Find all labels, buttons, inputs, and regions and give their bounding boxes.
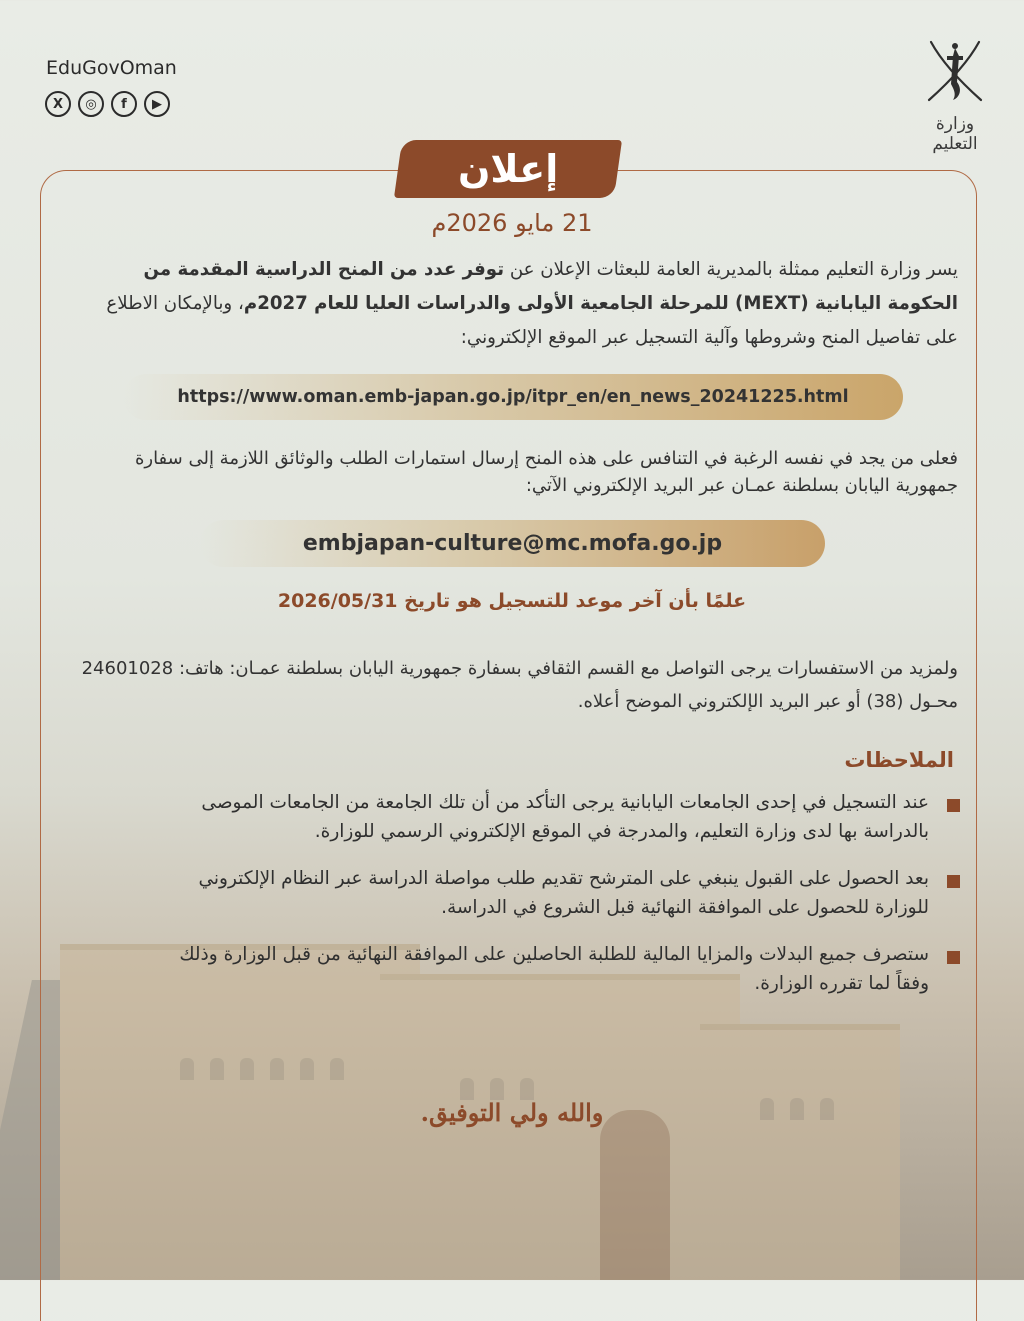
facebook-icon[interactable]: f [111,91,137,117]
closing-line: والله ولي التوفيق. [420,1098,604,1127]
note-item [170,864,960,922]
square-bullet-icon [947,951,960,964]
announcement-date: 21 مايو 2026م [431,209,593,237]
note-item [170,788,960,846]
apply-paragraph: فعلى من يجد في نفسه الرغبة في التنافس على هذه المنح إرسال استمارات الطلب والوثائق اللازمة إلى سفارة جمهورية اليابان بسلطنة عمـان عبر البريد الإلكتروني الآتي: [134,448,958,496]
note-text: بعد الحصول على القبول ينبغي على المترشح تقديم طلب مواصلة الدراسة عبر النظام الإلكتروني للوزارة للحصول على الموافقة النهائية قبل الشروع في الدراسة. [198,868,929,918]
intro-text-1: يسر وزارة التعليم ممثلة بالمديرية العامة للبعثات الإعلان عن [504,259,958,280]
note-text: عند التسجيل في إحدى الجامعات اليابانية يرجى التأكد من أن تلك الجامعة من الجامعات الموصى بالدراسة بها لدى وزارة التعليم، والمدرجة في الموقع الإلكتروني الرسمي للوزارة. [201,792,929,842]
announcement-title-badge [394,140,622,198]
khanjar-emblem-icon [923,34,987,108]
ministry-emblem [920,34,990,154]
embassy-email-link[interactable]: embjapan-culture@mc.mofa.go.jp [200,520,825,567]
announcement-title: إعلان [457,147,559,191]
intro-text-2: ، وبالإمكان الاطلاع على تفاصيل المنح وشروطها وآلية التسجيل عبر الموقع الإلكتروني: [106,293,958,348]
square-bullet-icon [947,875,960,888]
social-links [45,91,170,117]
intro-bold-text: توفر عدد من المنح الدراسية المقدمة من الحكومة اليابانية (MEXT) للمرحلة الجامعية الأولى والدراسات العليا للعام 2027م [143,259,958,314]
notes-heading: الملاحظات [844,748,954,772]
brand-handle[interactable]: EduGovOman [46,57,177,79]
note-text: ستصرف جميع البدلات والمزايا المالية للطلبة الحاصلين على الموافقة النهائية من قبل الوزارة وذلك وفقاً لما تقرره الوزارة. [179,944,929,994]
notes-list [170,788,960,1016]
intro-paragraph [80,253,958,355]
square-bullet-icon [947,799,960,812]
scholarship-url-link[interactable]: https://www.oman.emb-japan.go.jp/itpr_en/en_news_20241225.html [123,374,903,420]
youtube-icon[interactable]: ▶ [144,91,170,117]
contact-paragraph: ولمزيد من الاستفسارات يرجى التواصل مع القسم الثقافي بسفارة جمهورية اليابان بسلطنة عمـان: هاتف: 24601028 محـول (38) أو عبر البريد الإلكتروني الموضح أعلاه. [81,658,958,712]
x-icon[interactable]: X [45,91,71,117]
ministry-name: وزارة التعليم [932,114,978,154]
instagram-icon[interactable]: ◎ [78,91,104,117]
deadline-notice: علمًا بأن آخر موعد للتسجيل هو تاريخ 2026/05/31 [277,590,747,612]
note-item [170,940,960,998]
